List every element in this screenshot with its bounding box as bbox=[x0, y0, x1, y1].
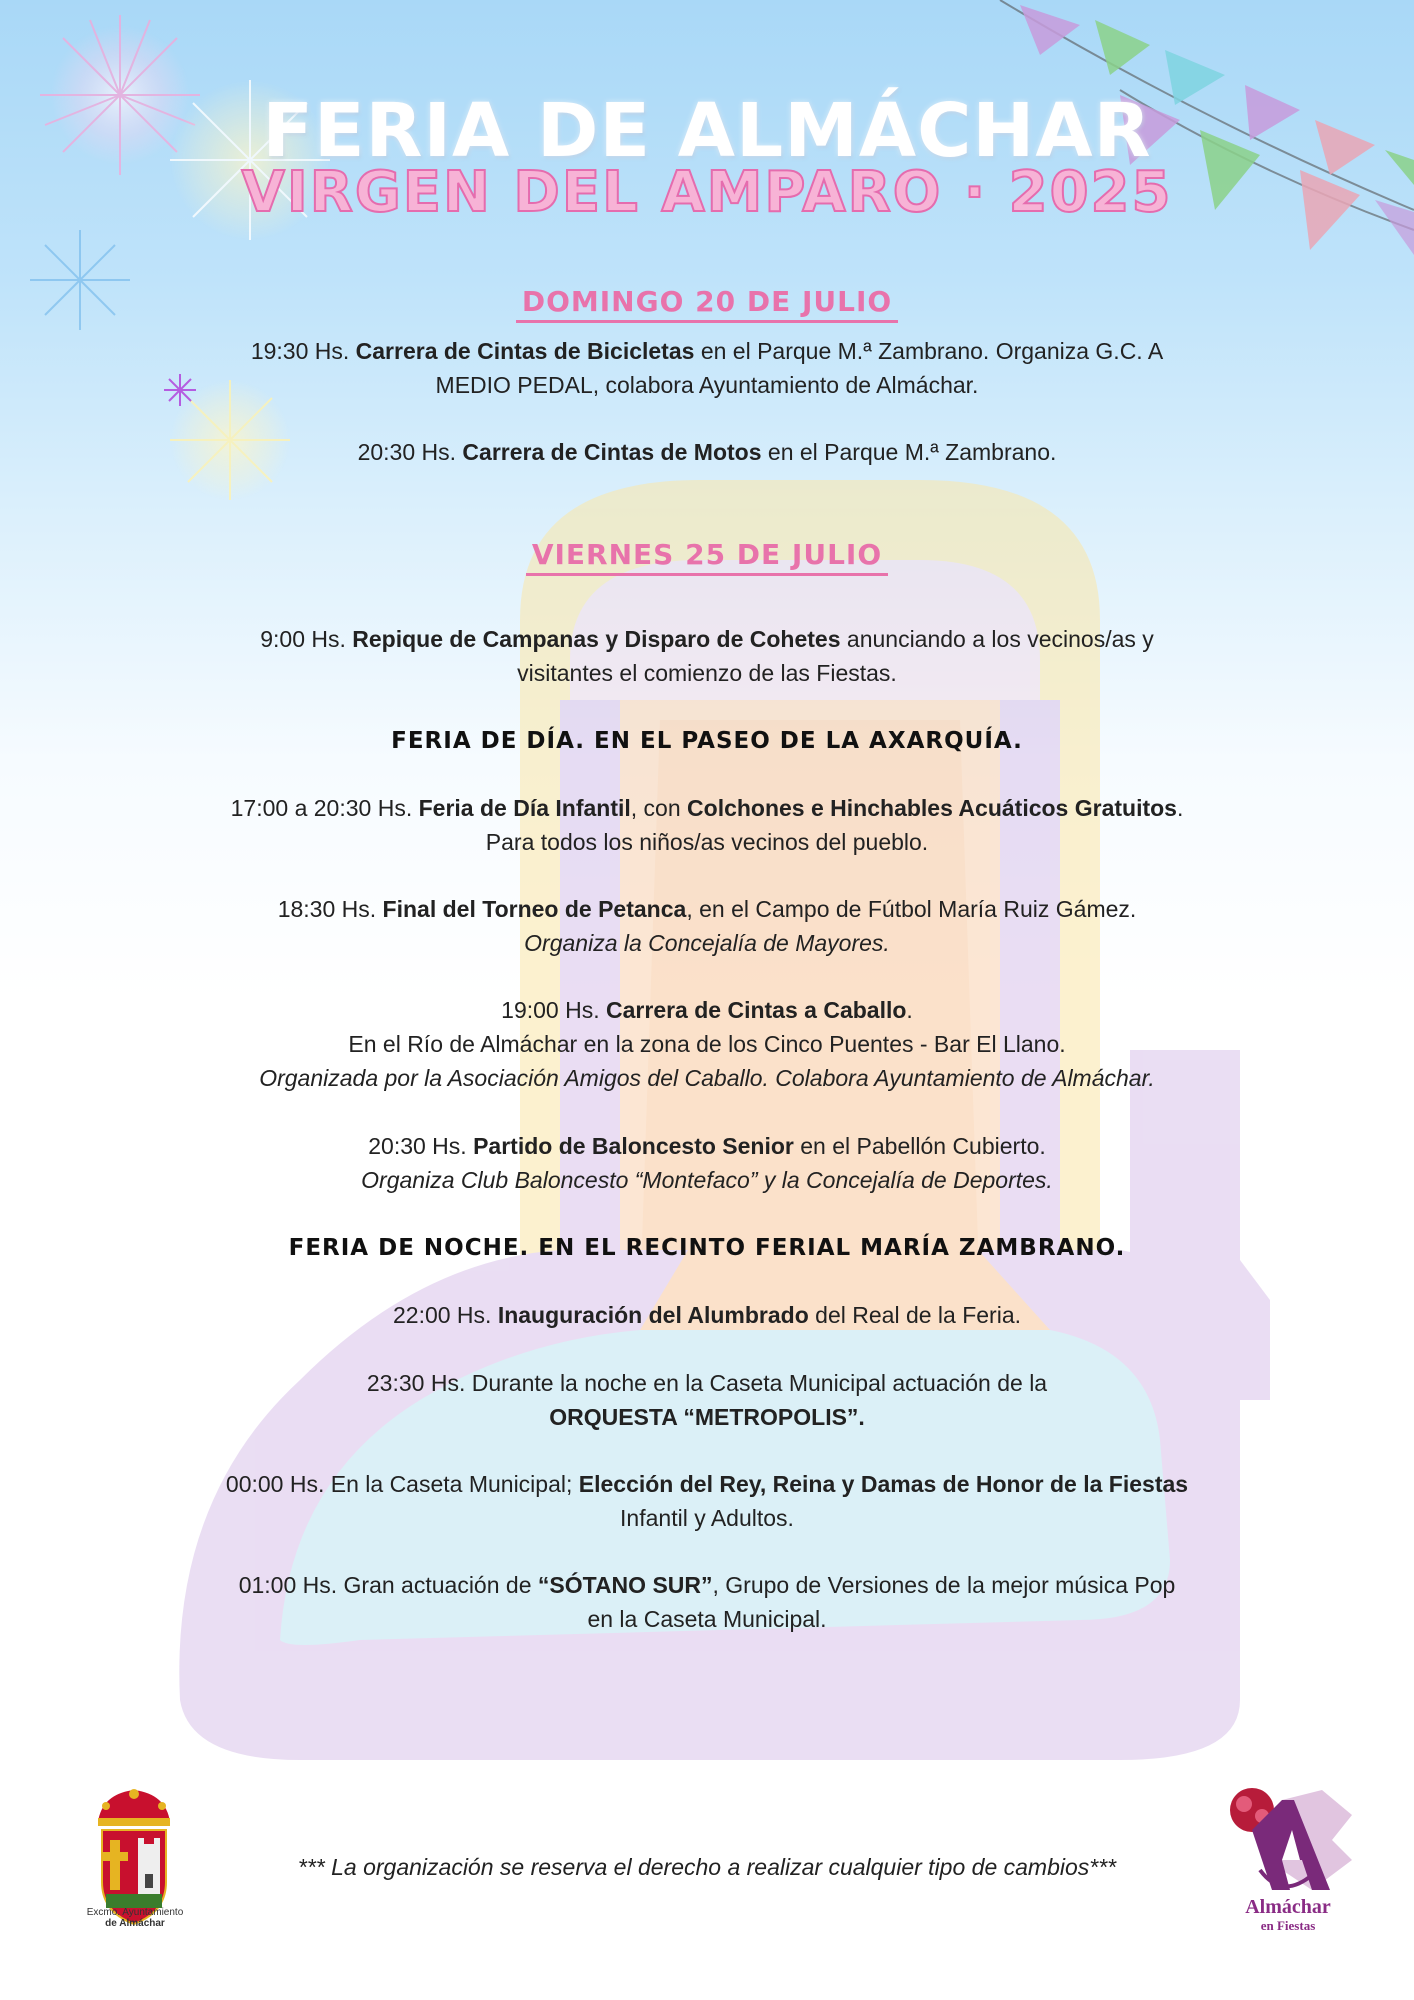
event-item: 20:30 Hs. Partido de Baloncesto Senior en el Pabellón Cubierto. Organiza Club Baloncesto “Montefaco” y la Concejalía de Deportes. bbox=[361, 1133, 1053, 1193]
day-title: VIERNES 25 DE JULIO bbox=[160, 538, 1254, 572]
event-item: 20:30 Hs. Carrera de Cintas de Motos en el Parque M.ª Zambrano. bbox=[357, 439, 1057, 465]
event-item: 23:30 Hs. Durante la noche en la Caseta Municipal actuación de la ORQUESTA “METROPOLIS”. bbox=[366, 1370, 1048, 1430]
event-item: 01:00 Hs. Gran actuación de “SÓTANO SUR”, Grupo de Versiones de la mejor música Pop en la Caseta Municipal. bbox=[238, 1572, 1176, 1632]
section-heading: FERIA DE DÍA. EN EL PASEO DE LA AXARQUÍA. bbox=[391, 728, 1023, 754]
section-heading: FERIA DE NOCHE. EN EL RECINTO FERIAL MARÍA ZAMBRANO. bbox=[288, 1235, 1126, 1261]
left-logo-caption: Excmo. Ayuntamiento de Almáchar bbox=[86, 1907, 184, 1929]
almachar-en-fiestas-logo bbox=[1212, 1780, 1362, 1900]
poster-title: FERIA DE ALMÁCHAR bbox=[262, 88, 1152, 174]
event-item: 18:30 Hs. Final del Torneo de Petanca, en el Campo de Fútbol María Ruiz Gámez. Organiza la Concejalía de Mayores. bbox=[277, 896, 1137, 956]
event-item: 19:30 Hs. Carrera de Cintas de Bicicletas en el Parque M.ª Zambrano. Organiza G.C. A MEDIO PEDAL, colabora Ayuntamiento de Almáchar. bbox=[250, 338, 1164, 398]
event-item: 22:00 Hs. Inauguración del Alumbrado del Real de la Feria. bbox=[392, 1302, 1022, 1328]
firework-blue bbox=[30, 230, 130, 330]
event-item: 17:00 a 20:30 Hs. Feria de Día Infantil, con Colchones e Hinchables Acuáticos Gratuitos. Para todos los niños/as vecinos del pueblo. bbox=[230, 795, 1184, 855]
event-item: 19:00 Hs. Carrera de Cintas a Caballo. En el Río de Almáchar en la zona de los Cinco Puentes - Bar El Llano. Organizada por la Asociación Amigos del Caballo. Colabora Ayuntamiento de Almáchar. bbox=[259, 997, 1155, 1091]
right-logo-title: Almáchar bbox=[1245, 1896, 1331, 1918]
poster-subtitle: VIRGEN DEL AMPARO · 2025 bbox=[241, 160, 1173, 225]
day-title: DOMINGO 20 DE JULIO bbox=[160, 285, 1254, 319]
event-item: 9:00 Hs. Repique de Campanas y Disparo de Cohetes anunciando a los vecinos/as y visitantes el comienzo de las Fiestas. bbox=[260, 626, 1154, 686]
right-logo-subtitle: en Fiestas bbox=[1260, 1918, 1316, 1933]
disclaimer-note: *** La organización se reserva el derecho a realizar cualquier tipo de cambios*** bbox=[297, 1854, 1117, 1880]
event-item: 00:00 Hs. En la Caseta Municipal; Elección del Rey, Reina y Damas de Honor de la Fiestas Infantil y Adultos. bbox=[225, 1471, 1189, 1531]
